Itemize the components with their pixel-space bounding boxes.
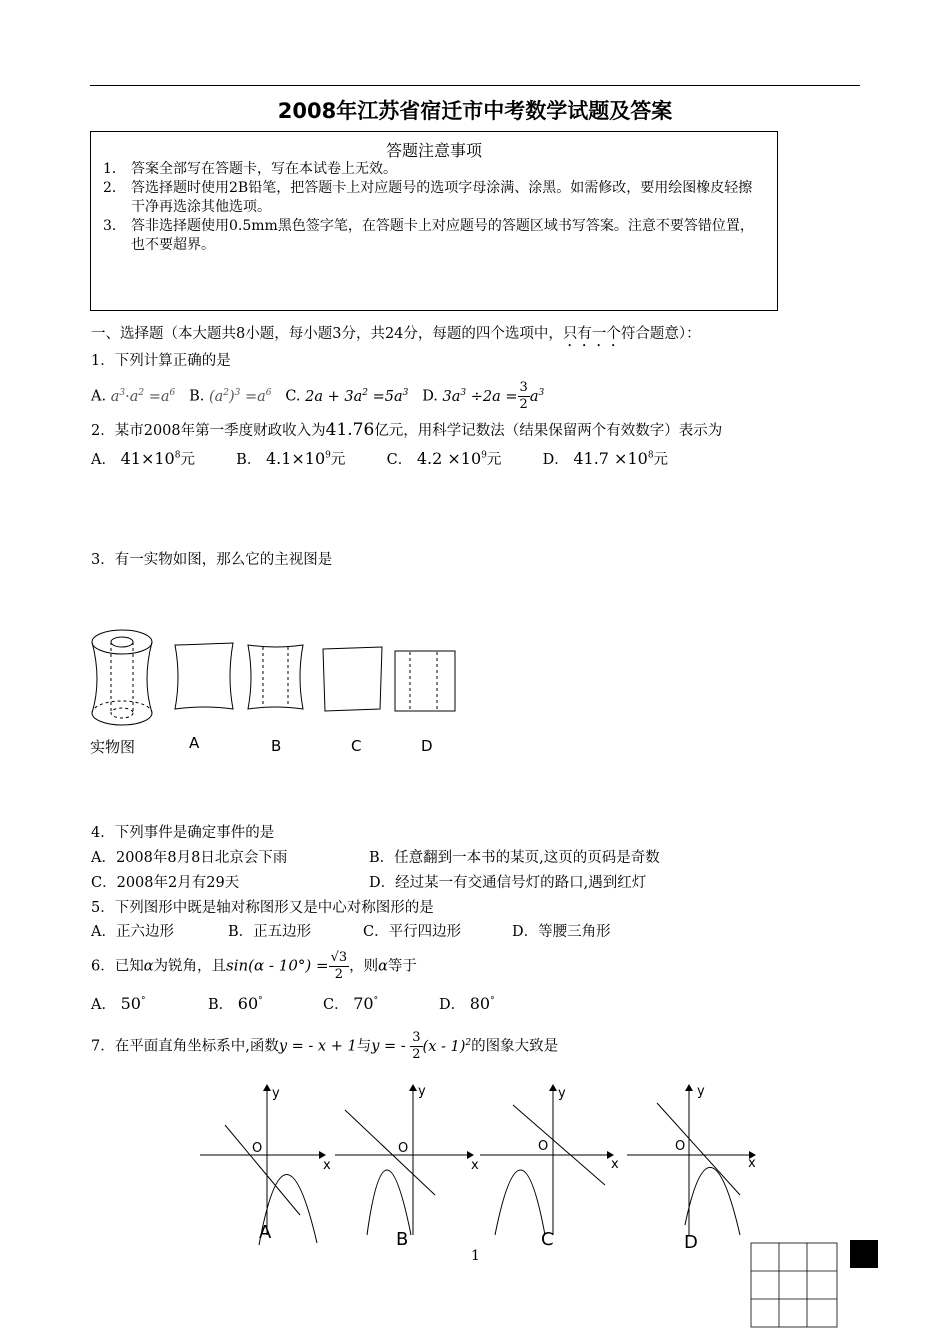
graph-d-caption: D	[684, 1232, 698, 1253]
option-b-drawing	[248, 645, 303, 709]
graph-d-x-label: x	[748, 1156, 756, 1171]
emphasis-text: 只有一个	[562, 326, 621, 342]
graph-d-origin: O	[675, 1139, 686, 1154]
graph-b-origin: O	[398, 1141, 409, 1156]
question-6-option-b: B． 60°	[208, 994, 263, 1013]
notice-box	[90, 131, 778, 311]
question-6-option-c: C． 70°	[323, 994, 379, 1013]
graph-c	[480, 1085, 613, 1235]
question-4-option-a: A．2008年8月8日北京会下雨	[91, 850, 288, 866]
page-number: 1	[471, 1248, 480, 1264]
graph-b-x-label: x	[471, 1158, 479, 1173]
option-d-drawing	[395, 651, 455, 711]
notice-item-1: 1． 答案全部写在答题卡，写在本试卷上无效。	[103, 161, 397, 177]
page-title: 2008年江苏省宿迁市中考数学试题及答案	[277, 99, 673, 123]
question-1-stem: 1．下列计算正确的是	[91, 353, 231, 369]
corner-marker	[850, 1240, 878, 1268]
graph-b	[335, 1085, 473, 1235]
option-d-label: D	[421, 737, 433, 755]
option-a-drawing	[175, 643, 233, 709]
graph-a	[200, 1085, 325, 1245]
question-2-options: A． $41\times 10^8$元 B． $4.1\times 10^9$元 C． $4.2 \times 10^9$元 D． $41.7 \times 10^8$元	[91, 449, 669, 468]
option-c-label: C	[351, 737, 362, 755]
question-6-stem: 6．已知α为锐角，且sin(α - 10°) = $\frac{√3}{2}$ ，则α等于	[91, 950, 417, 982]
notice-item-2: 2． 答选择题时使用2B铅笔，把答题卡上对应题号的选项字母涂满、涂黑。如需修改，要用绘图橡皮轻擦干净再选涂其他选项。	[103, 180, 753, 215]
option-b-label: B	[271, 737, 282, 755]
question-4-stem: 4．下列事件是确定事件的是	[91, 825, 275, 841]
question-4-option-c: C．2008年2月有29天	[91, 875, 240, 891]
question-3-stem: 3．有一实物如图，那么它的主视图是	[91, 552, 333, 568]
question-5-stem: 5．下列图形中既是轴对称图形又是中心对称图形的是	[91, 900, 434, 916]
answer-grid	[748, 1240, 840, 1330]
question-5-option-b: B．正五边形	[228, 924, 312, 940]
object-spool-drawing	[92, 630, 152, 725]
graph-d-y-label: y	[697, 1084, 705, 1099]
option-c-drawing	[323, 647, 382, 711]
top-rule	[90, 85, 860, 86]
question-5-option-c: C．平行四边形	[363, 924, 462, 940]
notice-item-3: 3． 答非选择题使用0.5mm黑色签字笔，在答题卡上对应题号的答题区域书写答案。注意不要答错位置，也不要超界。	[103, 218, 754, 253]
graph-c-y-label: y	[558, 1086, 566, 1101]
question-4-option-d: D．经过某一有交通信号灯的路口,遇到红灯	[369, 875, 647, 891]
question-6-option-d: D． 80°	[439, 994, 495, 1013]
object-caption: 实物图	[90, 738, 136, 756]
option-a-label: A	[189, 734, 200, 752]
graph-a-x-label: x	[323, 1158, 331, 1173]
question-5-option-d: D．等腰三角形	[512, 924, 611, 940]
question-5-option-a: A．正六边形	[91, 924, 174, 940]
notice-heading: 答题注意事项	[385, 141, 482, 160]
graph-b-caption: B	[396, 1229, 409, 1250]
graph-c-caption: C	[541, 1229, 554, 1250]
question-1-options: A. $a^3\cdot a^2 =a^6$ B. $(a^2)^3 =a^6$ C. $2a + 3a^2 =5a^3$ D. $3a^3 \div 2a$ = $\frac{3}{2}$ $a^3$	[91, 380, 545, 412]
graph-b-y-label: y	[418, 1084, 426, 1099]
question-2-stem: 2．某市2008年第一季度财政收入为41.76亿元，用科学记数法（结果保留两个有效数字）表示为	[91, 420, 723, 440]
graph-c-origin: O	[538, 1139, 549, 1154]
graph-c-x-label: x	[611, 1157, 619, 1172]
question-4-option-b: B．任意翻到一本书的某页,这页的页码是奇数	[369, 850, 660, 866]
section-intro: 一、选择题（本大题共8小题，每小题3分，共24分，每题的四个选项中，只有一个符合题意）：	[91, 326, 701, 342]
question-7-stem: 7．在平面直角坐标系中,函数y = - x + 1与y = - $\frac{3}{2}$ (x - 1)$^2$的图象大致是	[91, 1030, 559, 1062]
graph-a-origin: O	[252, 1141, 263, 1156]
graph-a-y-label: y	[272, 1086, 280, 1101]
question-6-option-a: A． 50°	[91, 994, 146, 1013]
graph-a-caption: A	[259, 1222, 272, 1243]
graph-d	[627, 1085, 755, 1235]
